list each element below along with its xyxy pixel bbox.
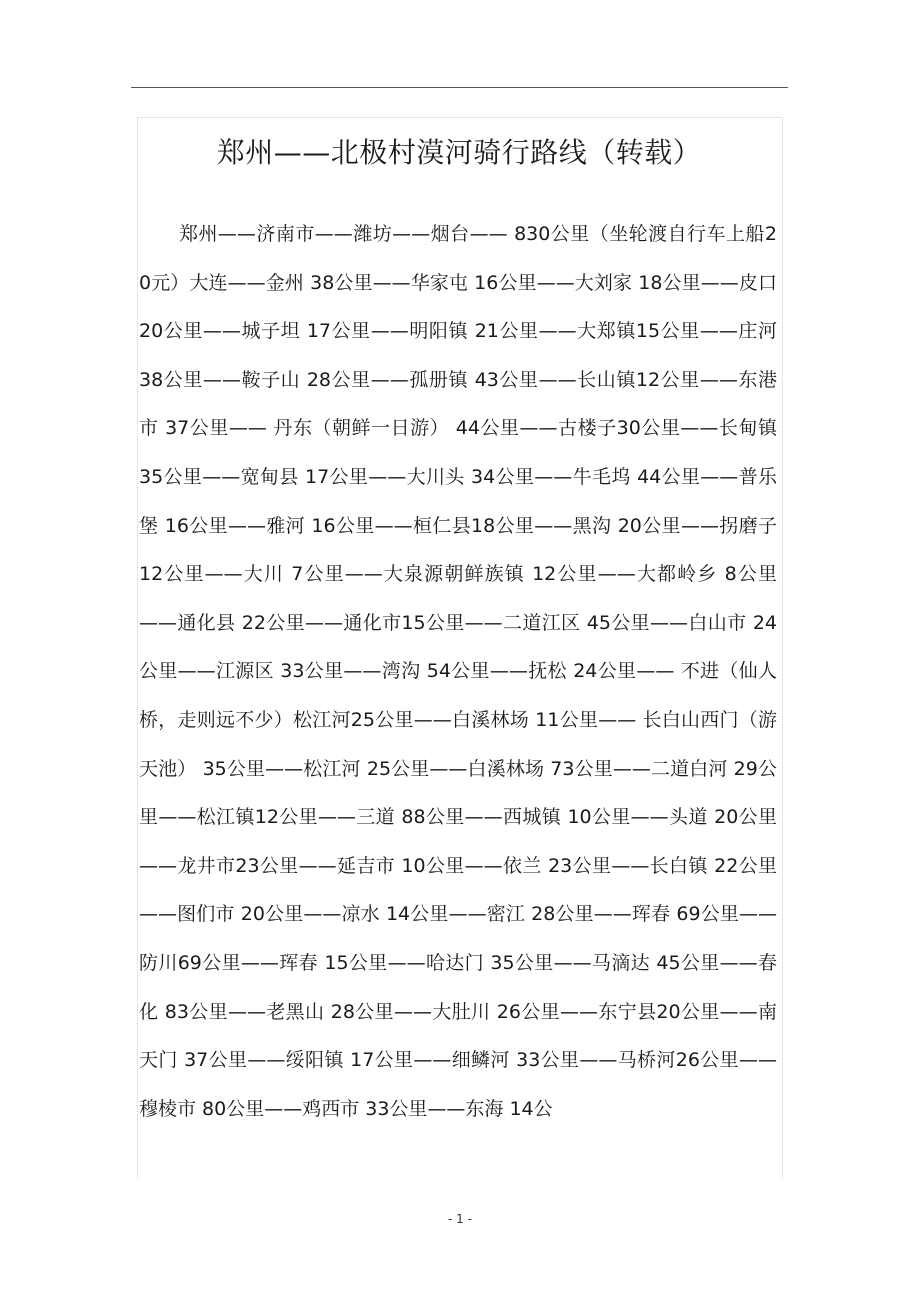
document-title: 郑州——北极村漠河骑行路线（转载）: [216, 136, 702, 169]
page-number: - 1 -: [448, 1212, 472, 1226]
route-paragraph: 郑州——济南市——潍坊——烟台—— 830公里（坐轮渡自行车上船20元）大连——金州 38公里——华家屯 16公里——大刘家 18公里——皮口 20公里——城子坦 17公里——明阳镇 21公里——大郑镇15公里——庄河 38公里——鞍子山 28公里——孤册镇 43公里——长山镇12公里——东港市 37公里—— 丹东（朝鲜一日游） 44公里——古楼子30公里——长甸镇 35公里——宽甸县 17公里——大川头 34公里——牛毛坞 44公里——普乐堡 16公里——雅河 16公里——桓仁县18公里——黑沟 20公里——拐磨子 12公里——大川 7公里——大泉源朝鲜族镇 12公里——大都岭乡 8公里——通化县 22公里——通化市15公里——二道江区 45公里——白山市 24公里——江源区 33公里——湾沟 54公里——抚松 24公里—— 不进（仙人桥，走则远不少）松江河25公里——白溪林场 11公里—— 长白山西门（游天池） 35公里——松江河 25公里——白溪林场 73公里——二道白河 29公里——松江镇12公里——三道 88公里——西城镇 10公里——头道 20公里——龙井市23公里——延吉市 10公里——依兰 23公里——长白镇 22公里——图们市 20公里——凉水 14公里——密江 28公里——珲春 69公里——防川69公里——珲春 15公里——哈达门 35公里——马滴达 45公里——春化 83公里——老黑山 28公里——大肚川 26公里——东宁县20公里——南天门 37公里——绥阳镇 17公里——细鳞河 33公里——马桥河26公里——穆棱市 80公里——鸡西市 33公里——东海 14公: [139, 223, 777, 1120]
header-rule: [131, 87, 788, 88]
